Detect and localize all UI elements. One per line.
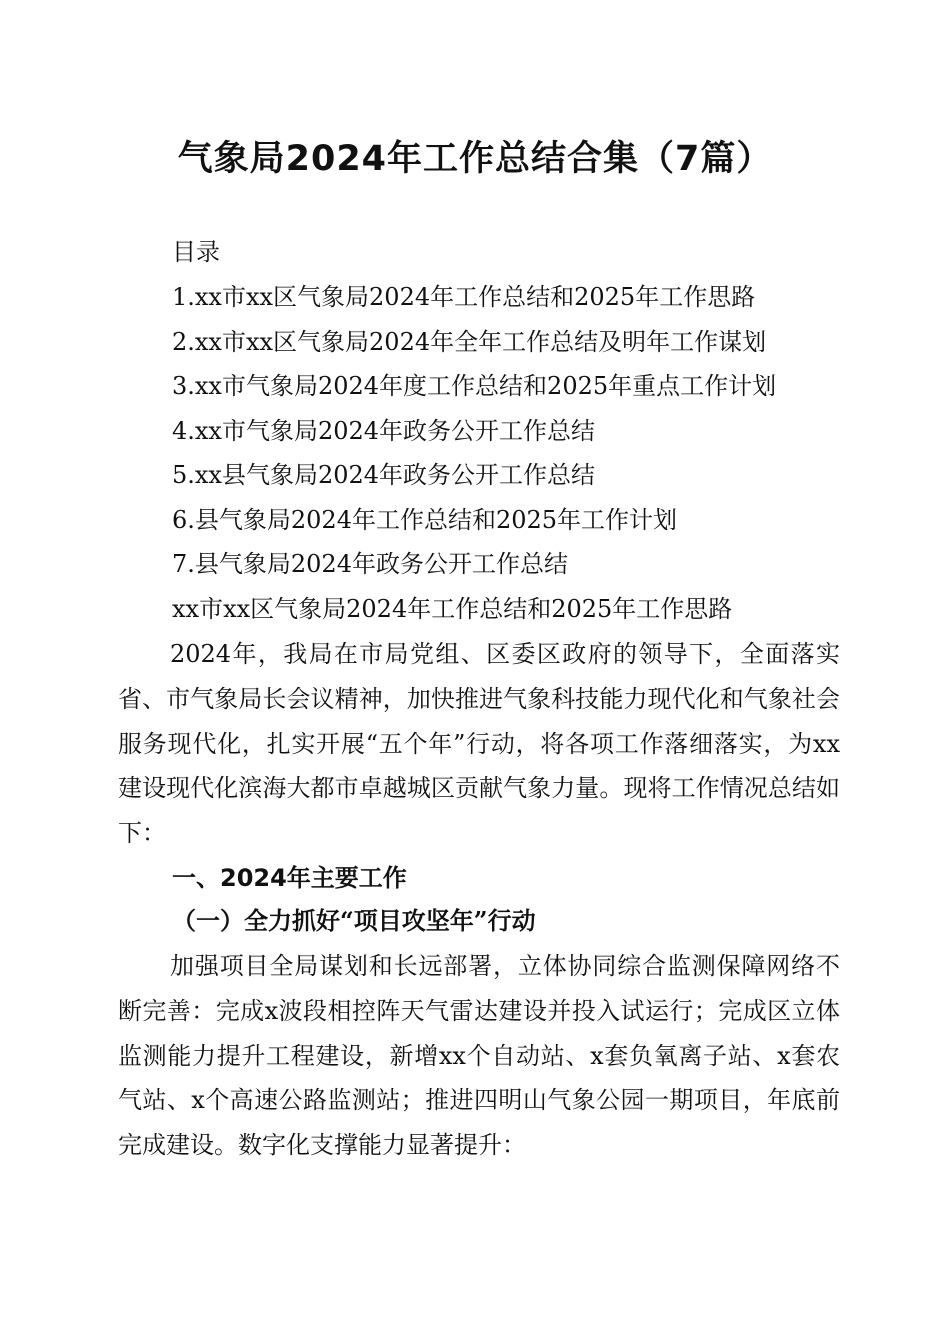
toc-item: 6.县气象局2024年工作总结和2025年工作计划 <box>172 506 678 534</box>
intro-paragraph: 2024年，我局在市局党组、区委区政府的领导下，全面落实省、市气象局长会议精神，加快推进气象科技能力现代化和气象社会服务现代化，扎实开展“五个年”行动，将各项工作落细落实，为xx建设现代化滨海大都市卓越城区贡献气象力量。现将工作情况总结如下： <box>118 640 840 848</box>
subsection-heading: （一）全力抓好“项目攻坚年”行动 <box>172 906 536 935</box>
section-heading: 一、2024年主要工作 <box>172 864 407 892</box>
toc-item: 3.xx市气象局2024年度工作总结和2025年重点工作计划 <box>172 372 777 400</box>
toc-item: 7.县气象局2024年政务公开工作总结 <box>172 550 568 578</box>
toc-item: 4.xx市气象局2024年政务公开工作总结 <box>172 417 596 445</box>
document-title: 气象局2024年工作总结合集（7篇） <box>177 139 773 179</box>
toc-item: 5.xx县气象局2024年政务公开工作总结 <box>172 461 596 489</box>
toc-label: 目录 <box>172 238 220 266</box>
toc-item: 2.xx市xx区气象局2024年全年工作总结及明年工作谋划 <box>172 328 767 356</box>
toc-item: 1.xx市xx区气象局2024年工作总结和2025年工作思路 <box>172 283 756 311</box>
article-title: xx市xx区气象局2024年工作总结和2025年工作思路 <box>172 595 733 623</box>
body-paragraph: 加强项目全局谋划和长远部署，立体协同综合监测保障网络不断完善：完成x波段相控阵天气雷达建设并投入试运行；完成区立体监测能力提升工程建设，新增xx个自动站、x套负氧离子站、x套农气站、x个高速公路监测站；推进四明山气象公园一期项目，年底前完成建设。数字化支撑能力显著提升： <box>118 952 840 1160</box>
